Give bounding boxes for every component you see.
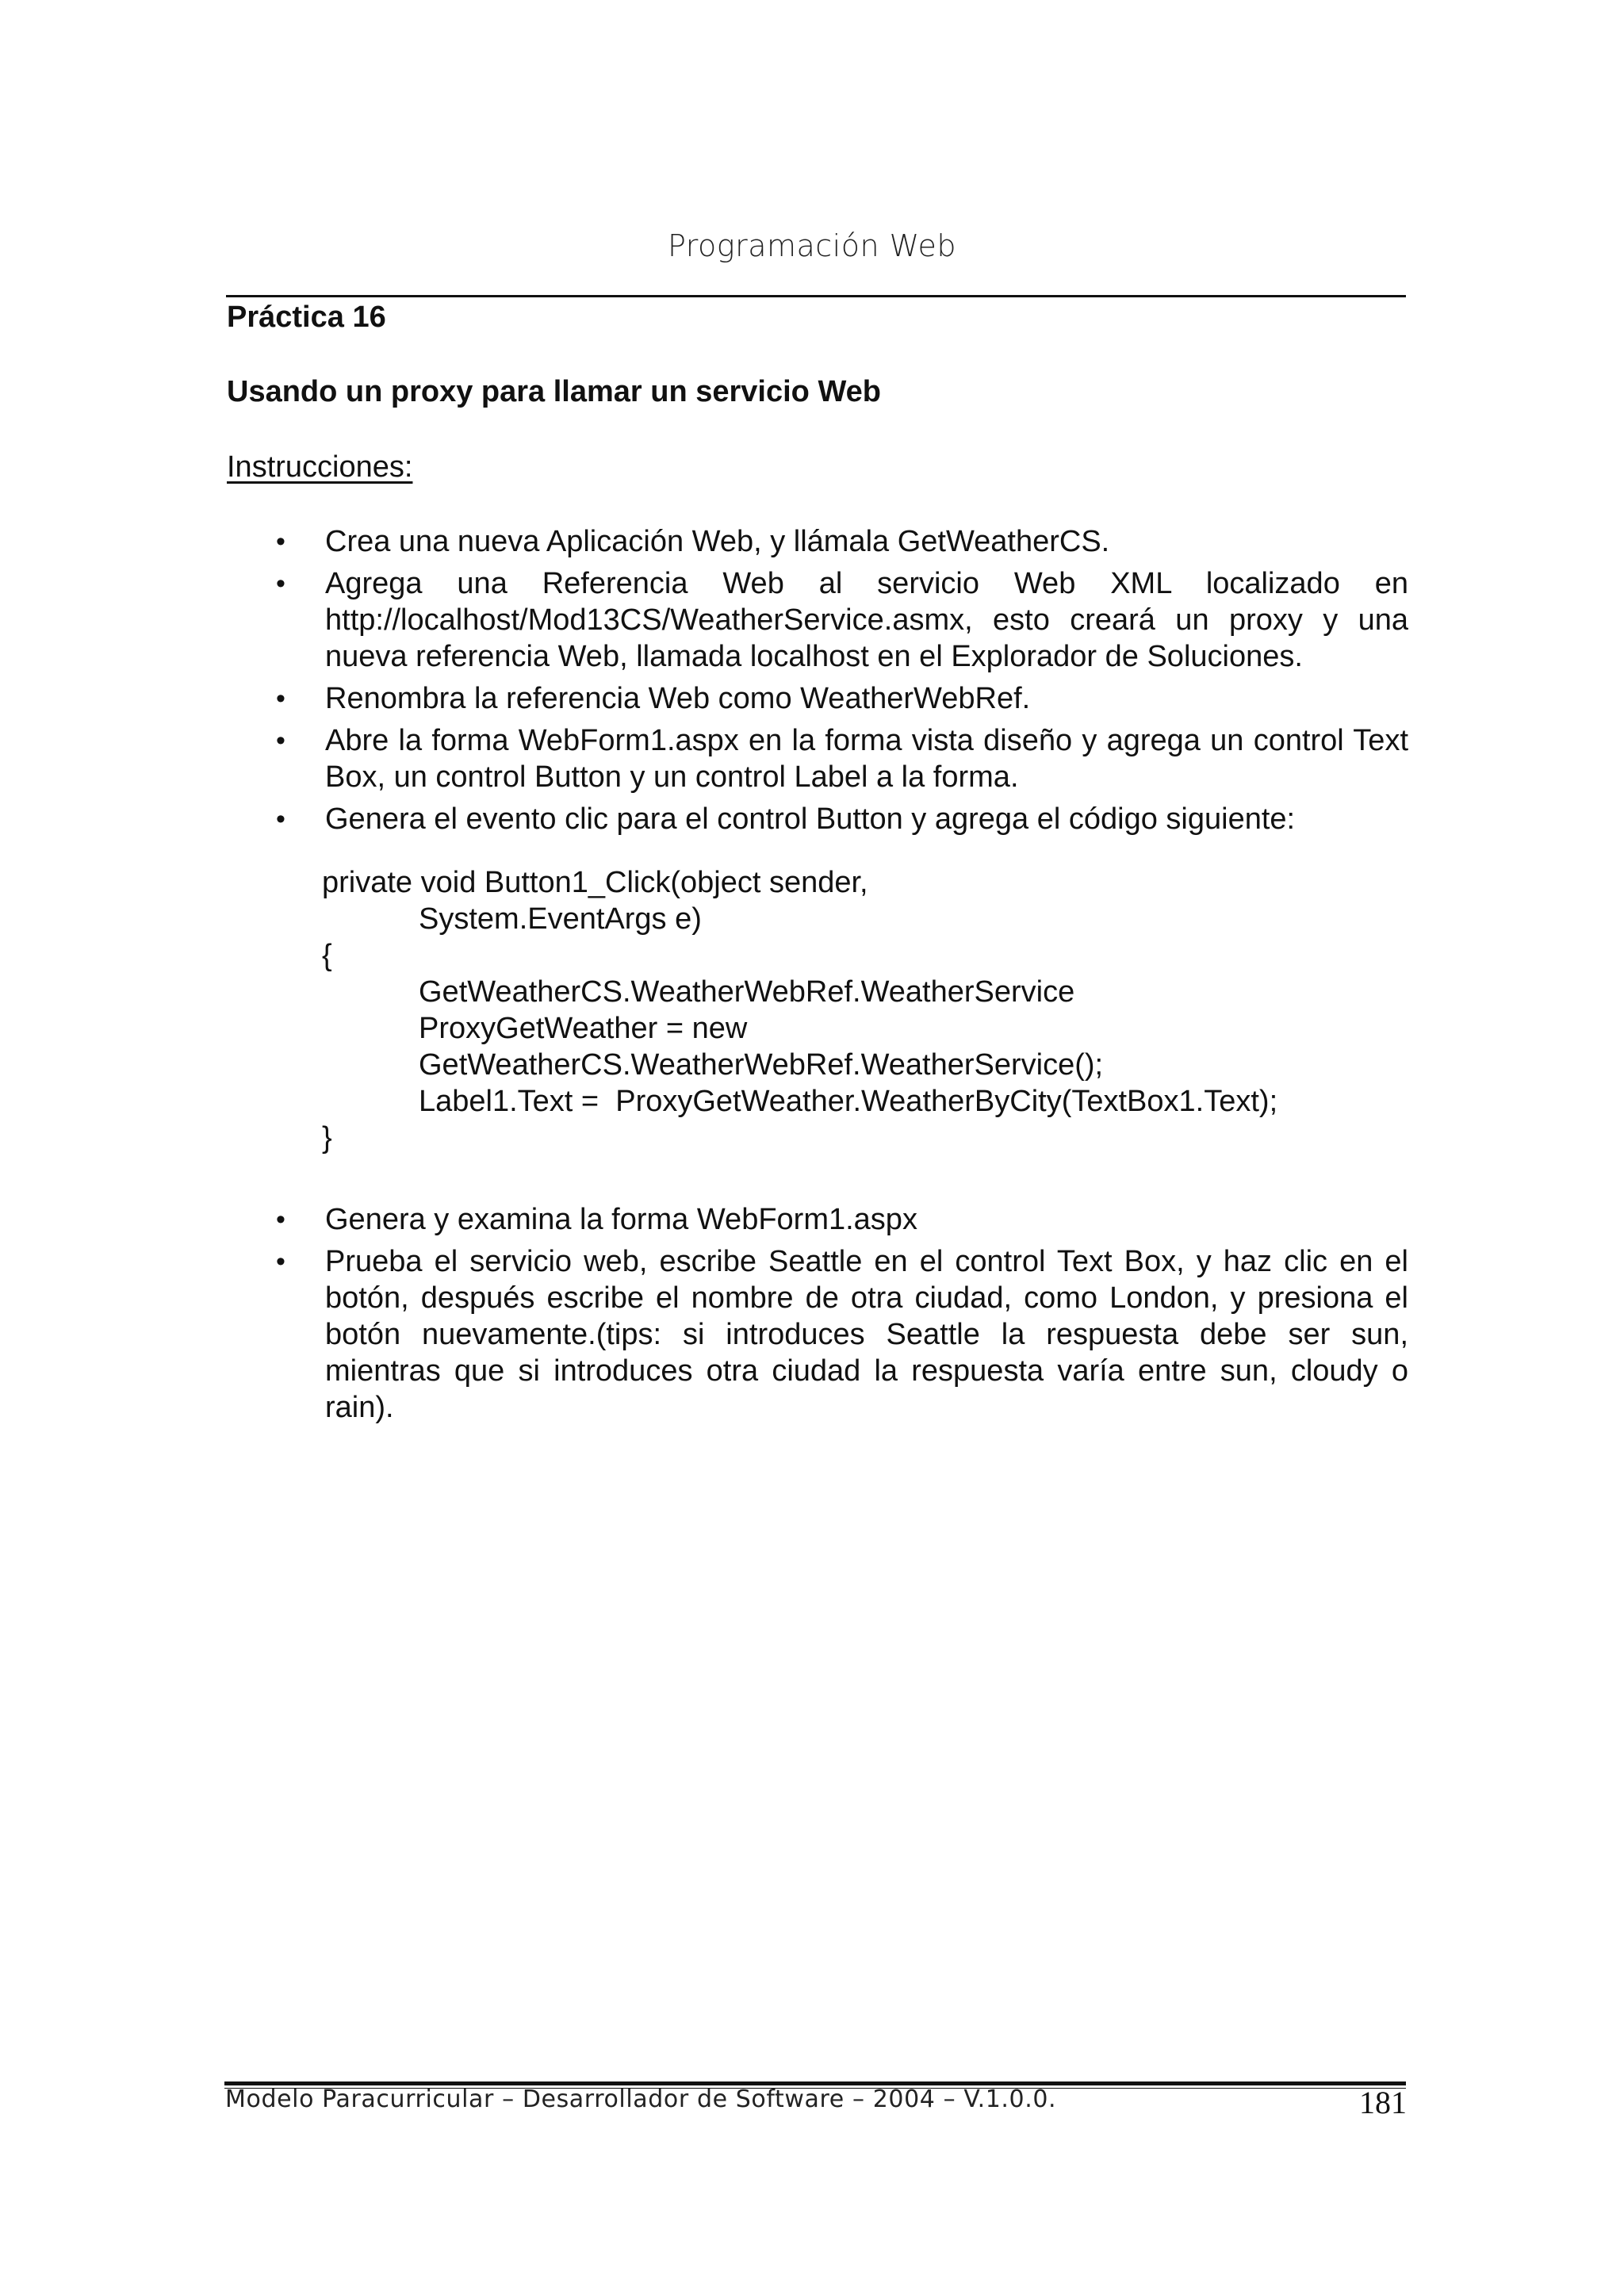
bullet-icon: • bbox=[276, 527, 285, 557]
code-line: Label1.Text = ProxyGetWeather.WeatherByCity(TextBox1.Text); bbox=[419, 1085, 1278, 1118]
code-line: { bbox=[322, 939, 332, 972]
step-text: Agrega una Referencia Web al servicio Web XML localizado en http://localhost/Mod13CS/WeatherService.asmx, esto creará un proxy y una nueva referencia Web, llamada localhost en el Explorador de Soluciones. bbox=[325, 567, 1408, 673]
step-text: Renombra la referencia Web como WeatherWebRef. bbox=[325, 682, 1031, 715]
list-item bbox=[227, 680, 1408, 717]
list-item bbox=[227, 722, 1408, 795]
list-item bbox=[227, 1243, 1408, 1426]
step-text: Genera y examina la forma WebForm1.aspx bbox=[325, 1203, 917, 1236]
bullet-icon: • bbox=[276, 684, 285, 714]
code-line: private void Button1_Click(object sender, bbox=[322, 866, 868, 899]
page-number: 181 bbox=[1359, 2085, 1407, 2120]
list-item bbox=[227, 801, 1408, 837]
step-text: Abre la forma WebForm1.aspx en la forma vista diseño y agrega un control Text Box, un control Button y un control Label a la forma. bbox=[325, 724, 1408, 794]
section-title: Usando un proxy para llamar un servicio Web bbox=[227, 375, 881, 408]
running-header: Programación Web bbox=[667, 228, 956, 263]
steps-list-before-code bbox=[227, 523, 1408, 843]
code-snippet bbox=[322, 864, 1408, 1156]
bullet-icon: • bbox=[276, 569, 285, 599]
bullet-icon: • bbox=[276, 804, 285, 834]
instructions-label: Instrucciones: bbox=[227, 450, 413, 484]
list-item bbox=[227, 1201, 1408, 1238]
header-rule bbox=[226, 295, 1406, 297]
step-text: Genera el evento clic para el control Button y agrega el código siguiente: bbox=[325, 802, 1296, 836]
step-text: Crea una nueva Aplicación Web, y llámala GetWeatherCS. bbox=[325, 525, 1110, 558]
list-item bbox=[227, 565, 1408, 675]
code-line: } bbox=[322, 1121, 332, 1155]
steps-list-after-code bbox=[227, 1201, 1408, 1431]
footer-text: Modelo Paracurricular – Desarrollador de Software – 2004 – V.1.0.0. bbox=[225, 2085, 1057, 2113]
code-line: GetWeatherCS.WeatherWebRef.WeatherService bbox=[419, 975, 1075, 1009]
code-line: System.EventArgs e) bbox=[419, 902, 702, 936]
code-line: ProxyGetWeather = new bbox=[419, 1012, 748, 1045]
list-item bbox=[227, 523, 1408, 560]
step-text: Prueba el servicio web, escribe Seattle en el control Text Box, y haz clic en el botón, después escribe el nombre de otra ciudad, como London, y presiona el botón nuevamente.(tips: si introduces Seattle la respuesta debe ser sun, mientras que si introduces otra ciudad la respuesta varía entre sun, cloudy o rain). bbox=[325, 1245, 1408, 1424]
bullet-icon: • bbox=[276, 1204, 285, 1235]
code-line: GetWeatherCS.WeatherWebRef.WeatherService(); bbox=[419, 1048, 1104, 1082]
bullet-icon: • bbox=[276, 1247, 285, 1277]
practice-title: Práctica 16 bbox=[227, 301, 386, 334]
bullet-icon: • bbox=[276, 726, 285, 756]
